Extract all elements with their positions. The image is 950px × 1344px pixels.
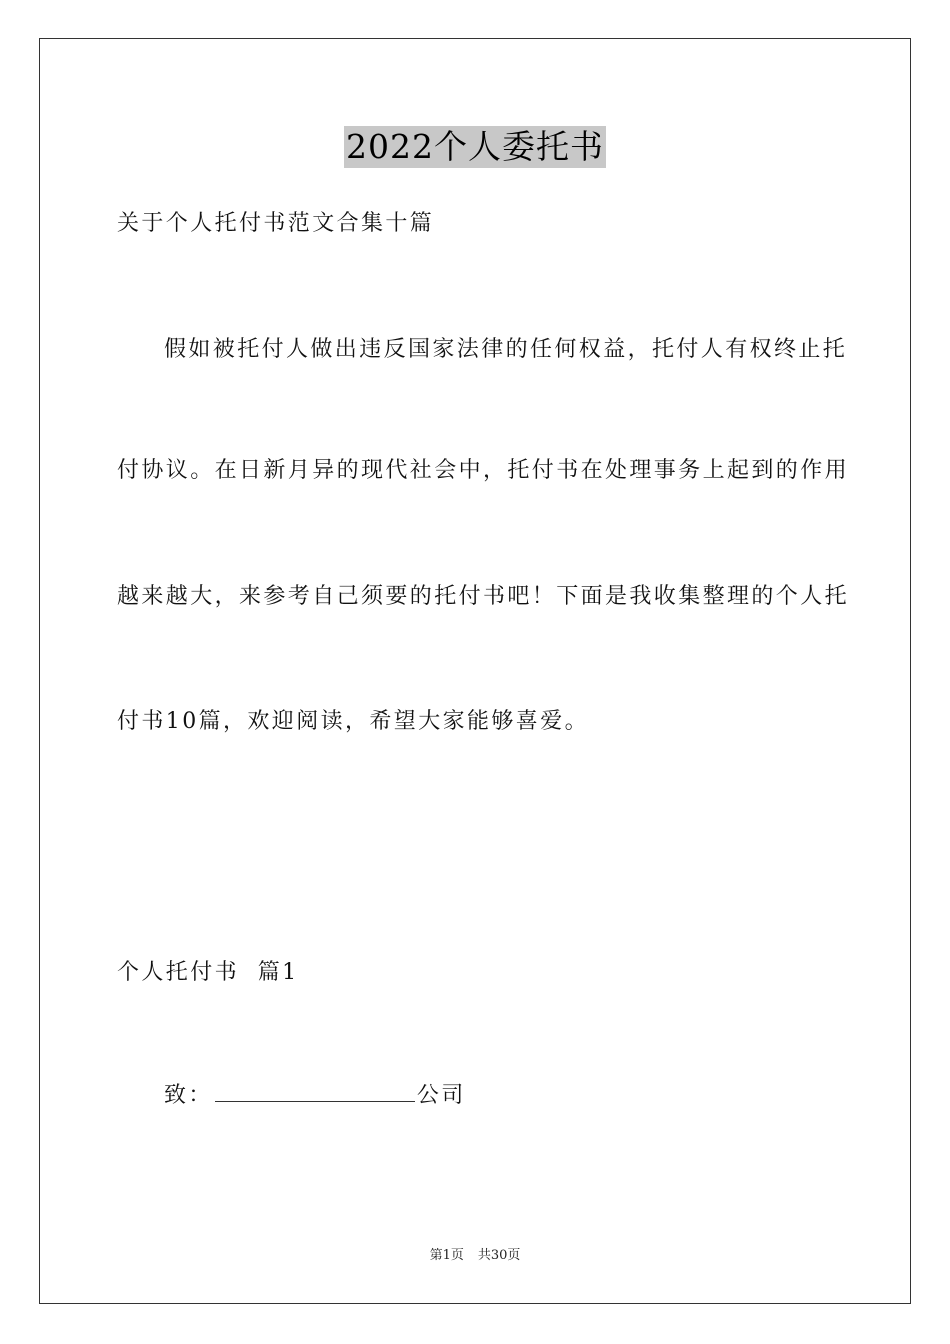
intro-line-2: 付协议。在日新月异的现代社会中，托付书在处理事务上起到的作用 (117, 458, 850, 483)
document-subtitle: 关于个人托付书范文合集十篇 (117, 211, 435, 236)
intro-line-3: 越来越大，来参考自己须要的托付书吧！下面是我收集整理的个人托 (117, 584, 850, 609)
intro-line-4: 付书10篇，欢迎阅读，希望大家能够喜爱。 (117, 709, 589, 734)
page-footer (0, 1247, 950, 1265)
page-total: 共30页 (477, 1248, 521, 1263)
section-heading: 个人托付书 篇1 (117, 960, 299, 985)
company-blank-field (215, 1081, 415, 1102)
document-title: 2022个人委托书 (346, 127, 604, 166)
addressee-suffix: 公司 (416, 1083, 466, 1108)
intro-line-1: 假如被托付人做出违反国家法律的任何权益，托付人有权终止托 (164, 337, 848, 362)
addressee-prefix: 致： (164, 1083, 213, 1108)
title-container (0, 126, 950, 168)
page-current: 第1页 (429, 1248, 464, 1263)
addressee-line (164, 1081, 466, 1111)
